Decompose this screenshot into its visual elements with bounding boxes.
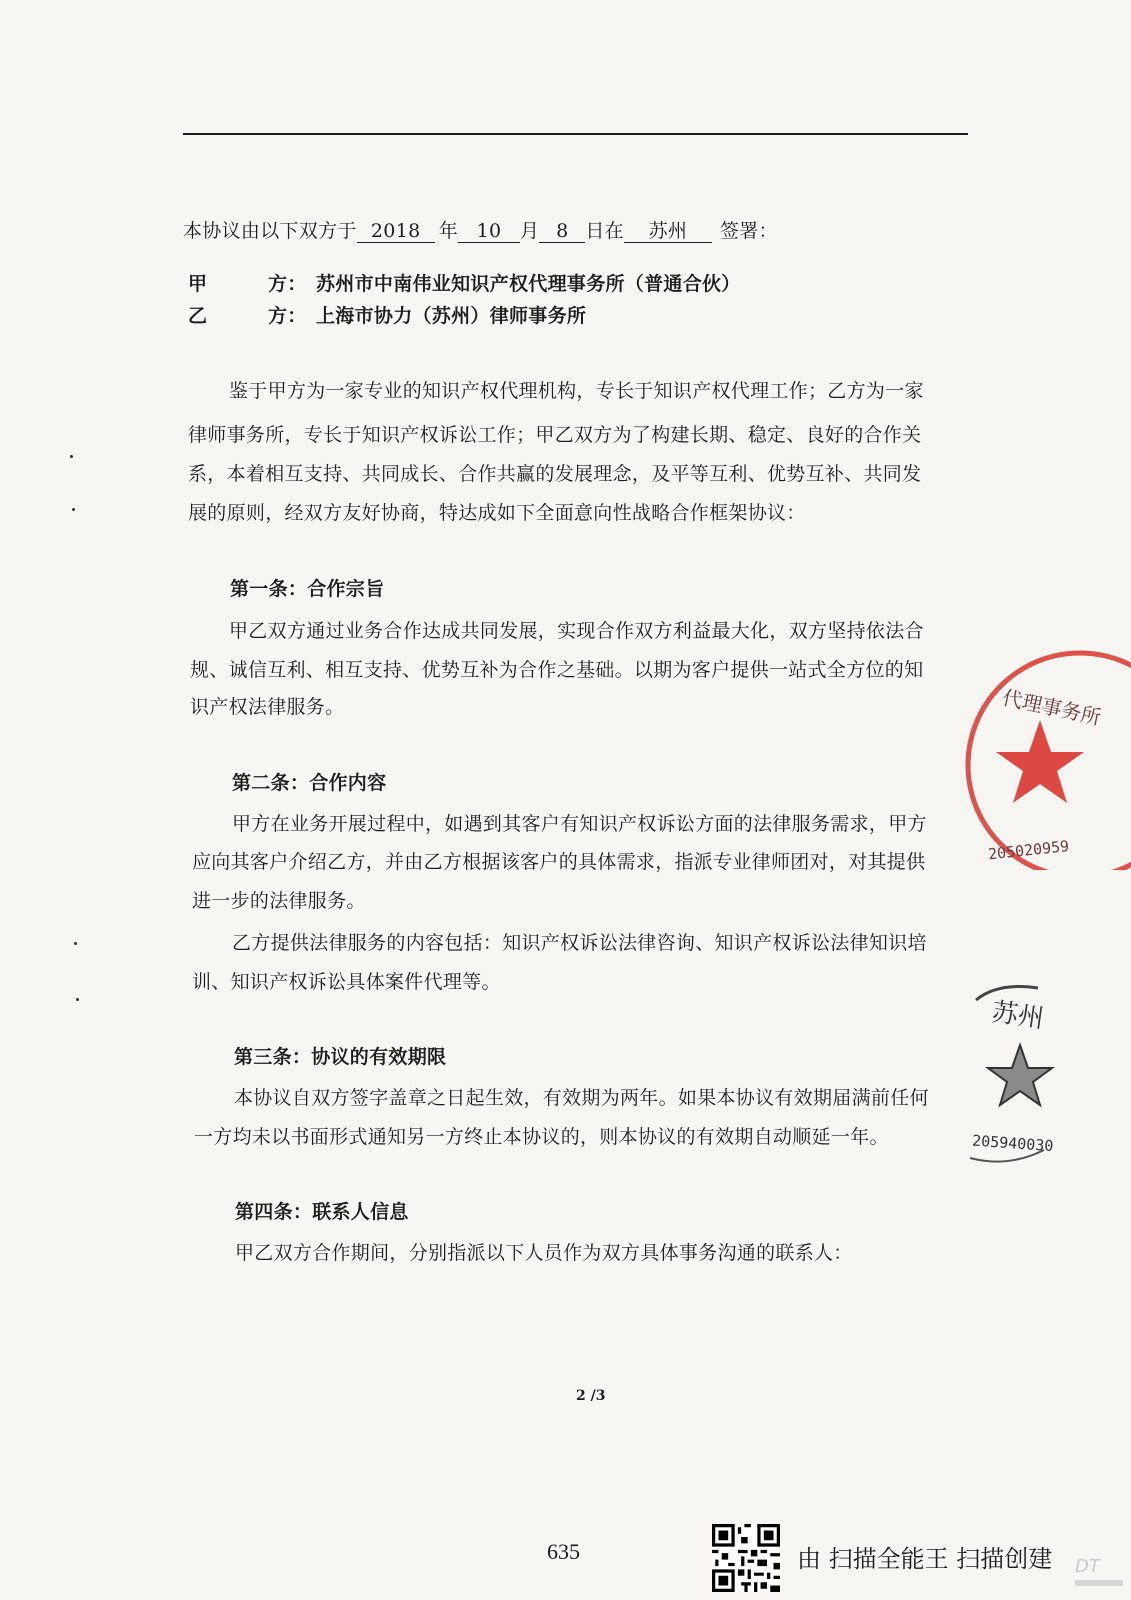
company-seal	[960, 650, 1131, 870]
seal1-number: 205020959	[987, 836, 1070, 864]
article-line: 乙方提供法律服务的内容包括：知识产权诉讼法律咨询、知识产权诉讼法律知识培	[232, 932, 927, 954]
party-a-line	[188, 271, 741, 297]
year-unit: 年	[438, 220, 459, 242]
article-title: 第二条：合作内容	[232, 772, 387, 794]
party-a-label: 甲	[188, 273, 208, 295]
preamble-line: 展的原则，经双方友好协商，特达成如下全面意向性战略合作框架协议：	[188, 502, 806, 524]
signing-month: 10	[458, 218, 520, 243]
signing-line	[183, 218, 778, 244]
svg-text:DT: DT	[1075, 1556, 1100, 1577]
party-b-label: 乙	[188, 305, 208, 327]
seal2-number: 205940030	[971, 1131, 1054, 1156]
header-rule	[183, 133, 968, 135]
seal2-text: 苏州	[990, 997, 1046, 1035]
signing-prefix: 本协议由以下双方于	[183, 220, 357, 242]
scan-credit: 由 扫描全能王 扫描创建	[797, 1545, 1053, 1573]
preamble-line: 系，本着相互支持、共同成长、合作共赢的发展理念，及平等互利、优势互补、共同发	[188, 463, 922, 485]
month-unit: 月	[520, 220, 540, 242]
signing-day: 8	[539, 218, 585, 243]
scan-speck	[70, 455, 73, 458]
scan-page-number: 635	[547, 1539, 580, 1564]
article-line: 规、诚信互利、相互支持、优势互补为合作之基础。以期为客户提供一站式全方位的知	[190, 659, 924, 681]
watermark-logo-icon	[1073, 1544, 1127, 1592]
page-number: 2 /3	[576, 1388, 606, 1404]
signing-place: 苏州	[624, 218, 712, 243]
article-title: 第三条：协议的有效期限	[234, 1046, 447, 1068]
article-line: 应向其客户介绍乙方，并由乙方根据该客户的具体需求，指派专业律师团对，对其提供	[192, 851, 926, 873]
party-b-colon: 方：	[268, 305, 307, 327]
party-b-line	[188, 303, 587, 329]
article-line: 甲乙双方合作期间，分别指派以下人员作为双方具体事务沟通的联系人：	[235, 1242, 853, 1264]
article-line: 甲乙双方通过业务合作达成共同发展，实现合作双方利益最大化，双方坚持依法合	[229, 620, 924, 642]
article-line: 甲方在业务开展过程中，如遇到其客户有知识产权诉讼方面的法律服务需求，甲方	[232, 813, 927, 835]
article-line: 识产权法律服务。	[190, 696, 345, 718]
seal1-text: 代理事务所	[1000, 685, 1104, 730]
article-line: 训、知识产权诉讼具体案件代理等。	[192, 971, 501, 993]
article-line: 一方均未以书面形式通知另一方终止本协议的，则本协议的有效期自动顺延一年。	[194, 1126, 889, 1148]
party-a-colon: 方：	[268, 273, 307, 295]
article-title: 第一条：合作宗旨	[230, 578, 385, 600]
preamble-line: 鉴于甲方为一家专业的知识产权代理机构，专长于知识产权代理工作；乙方为一家	[229, 380, 924, 402]
scan-speck	[76, 998, 79, 1001]
party-b-name: 上海市协力（苏州）律师事务所	[316, 305, 587, 327]
signing-year: 2018	[357, 218, 435, 243]
scan-speck	[72, 508, 75, 511]
article-title: 第四条：联系人信息	[235, 1201, 409, 1223]
law-firm-seal	[968, 980, 1078, 1170]
day-unit: 日在	[585, 220, 624, 242]
signing-suffix: 签署：	[719, 220, 778, 242]
article-line: 进一步的法律服务。	[192, 890, 366, 912]
preamble-line: 律师事务所，专长于知识产权诉讼工作；甲乙双方为了构建长期、稳定、良好的合作关	[188, 424, 922, 446]
scan-speck	[74, 942, 77, 945]
article-line: 本协议自双方签字盖章之日起生效，有效期为两年。如果本协议有效期届满前任何	[234, 1087, 929, 1109]
party-a-name: 苏州市中南伟业知识产权代理事务所（普通合伙）	[316, 273, 741, 295]
qr-code-icon	[712, 1524, 780, 1592]
